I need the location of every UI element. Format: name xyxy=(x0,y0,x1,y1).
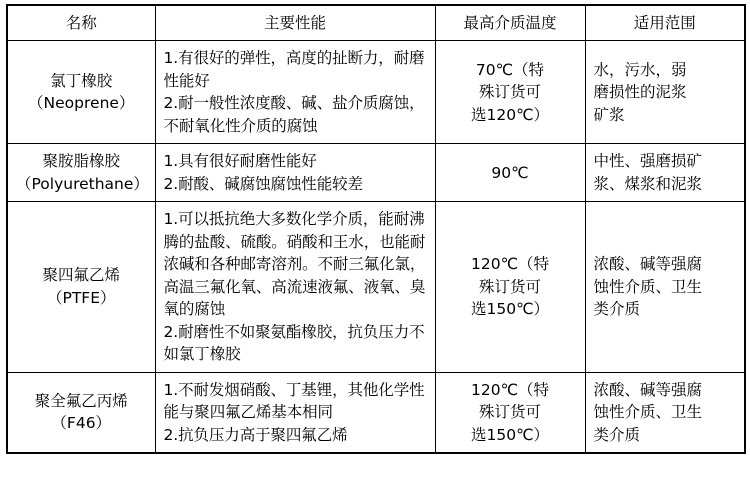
temperature-line: 选150℃） xyxy=(471,425,549,444)
material-name-cn: 聚四氟乙烯 xyxy=(42,266,120,285)
temperature-line: 90℃ xyxy=(491,163,529,182)
material-name-en: （Polyurethane） xyxy=(16,174,149,193)
table-header xyxy=(7,5,745,41)
column-header-scope: 适用范围 xyxy=(585,5,745,41)
table-row xyxy=(7,41,745,144)
column-header-max-temperature: 最高介质温度 xyxy=(435,5,585,41)
temperature-line: 殊订货可 xyxy=(478,277,541,296)
performance-item: 2.耐酸、碱腐蚀腐蚀性能较差 xyxy=(163,174,363,193)
material-name-cn: 聚胺脂橡胶 xyxy=(42,152,120,171)
scope-line: 磨损性的泥浆 xyxy=(593,83,687,102)
scope-line: 浆、煤浆和泥浆 xyxy=(593,174,703,193)
scope-line: 类介质 xyxy=(593,300,641,319)
cell-scope xyxy=(585,372,745,453)
material-name-en: （Neoprene） xyxy=(28,94,135,113)
scope-line: 中性、强磨损矿 xyxy=(593,152,703,171)
cell-performance xyxy=(155,202,435,372)
temperature-line: 70℃（特 xyxy=(475,60,545,79)
cell-performance xyxy=(155,372,435,453)
cell-scope xyxy=(585,41,745,144)
cell-material-name xyxy=(7,144,155,202)
scope-line: 矿浆 xyxy=(593,105,625,124)
scope-line: 水，污水，弱 xyxy=(593,60,687,79)
scope-line: 浓酸、碱等强腐 xyxy=(593,380,703,399)
scope-line: 蚀性介质、卫生 xyxy=(593,277,703,296)
performance-item: 1.具有很好耐磨性能好 xyxy=(163,152,317,171)
lining-material-spec-table xyxy=(6,4,746,454)
cell-temperature xyxy=(435,372,585,453)
temperature-line: 120℃（特 xyxy=(471,255,549,274)
cell-material-name xyxy=(7,202,155,372)
performance-item: 2.耐磨性不如聚氨酯橡胶，抗负压力不如氯丁橡胶 xyxy=(163,322,425,364)
performance-item: 2.耐一般性浓度酸、碱、盐介质腐蚀，不耐氧化性介质的腐蚀 xyxy=(163,94,425,135)
temperature-line: 选150℃） xyxy=(471,300,549,319)
performance-item: 1.有很好的弹性，高度的扯断力，耐磨性能好 xyxy=(163,49,425,90)
performance-item: 1.不耐发烟硝酸、丁基锂，其他化学性能与聚四氟乙烯基本相同 xyxy=(163,380,425,422)
cell-material-name xyxy=(7,41,155,144)
header-row xyxy=(7,5,745,41)
table-row xyxy=(7,372,745,453)
temperature-line: 选120℃） xyxy=(471,105,549,124)
cell-scope xyxy=(585,202,745,372)
performance-item: 1.可以抵抗绝大多数化学介质，能耐沸腾的盐酸、硫酸。硝酸和王水，也能耐浓碱和各种邮寄溶剂。不耐三氟化氯，高温三氟化氧、高流速液氟、液氧、臭氧的腐蚀 xyxy=(163,210,426,319)
temperature-line: 殊订货可 xyxy=(478,403,541,422)
material-name-en: （PTFE） xyxy=(46,288,116,307)
scope-line: 蚀性介质、卫生 xyxy=(593,403,703,422)
cell-performance xyxy=(155,41,435,144)
material-name-cn: 聚全氟乙丙烯 xyxy=(34,391,128,410)
column-header-name: 名称 xyxy=(7,5,155,41)
scope-line: 类介质 xyxy=(593,425,641,444)
cell-material-name xyxy=(7,372,155,453)
material-name-cn: 氯丁橡胶 xyxy=(50,71,113,90)
cell-performance xyxy=(155,144,435,202)
table-row xyxy=(7,202,745,372)
performance-item: 2.抗负压力高于聚四氟乙烯 xyxy=(163,425,348,444)
cell-temperature xyxy=(435,41,585,144)
cell-temperature xyxy=(435,144,585,202)
material-name-en: （F46） xyxy=(51,414,112,433)
cell-temperature xyxy=(435,202,585,372)
scope-line: 浓酸、碱等强腐 xyxy=(593,255,703,274)
cell-scope xyxy=(585,144,745,202)
table-row xyxy=(7,144,745,202)
temperature-line: 殊订货可 xyxy=(478,83,541,102)
table-body xyxy=(7,41,745,453)
column-header-performance: 主要性能 xyxy=(155,5,435,41)
temperature-line: 120℃（特 xyxy=(471,380,549,399)
